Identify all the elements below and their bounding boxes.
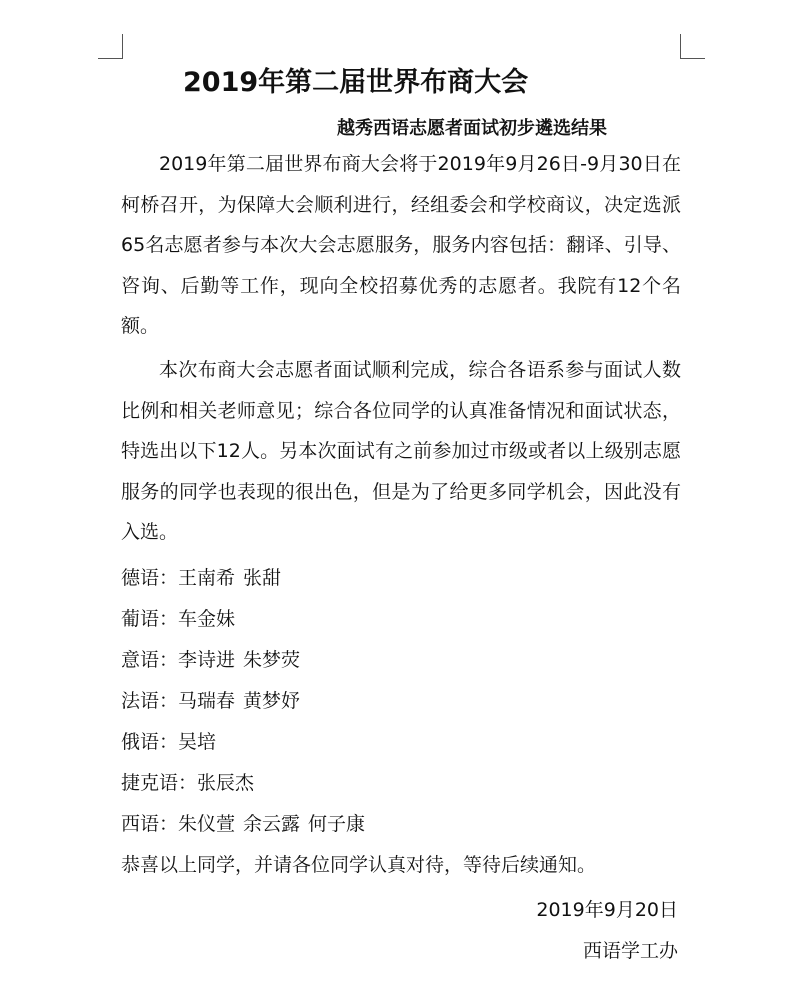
result-line-czech [121,763,262,804]
result-line-portuguese [121,599,243,640]
student-name: 余云露 [243,813,301,835]
language-label: 葡语： [121,608,179,630]
paragraph-selection: 本次布商大会志愿者面试顺利完成，综合各语系参与面试人数比例和相关老师意见；综合各位同学的认真准备情况和面试状态，特选出以下12人。另本次面试有之前参加过市级或者以上级别志愿服务的同学也表现的很出色，但是为了给更多同学机会，因此没有入选。 [121,359,681,543]
student-name: 黄梦妤 [243,690,301,712]
language-label: 西语： [121,813,179,835]
student-name: 张甜 [243,567,282,589]
closing-line: 恭喜以上同学，并请各位同学认真对待，等待后续通知。 [121,854,597,876]
result-line-french [121,681,308,722]
crop-mark-top-right [680,34,705,59]
document-date: 2019年9月20日 [536,899,678,921]
issuing-office: 西语学工办 [582,940,678,962]
student-name: 张辰杰 [197,772,255,794]
language-label: 意语： [121,649,179,671]
paragraph-intro: 2019年第二届世界布商大会将于2019年9月26日-9月30日在柯桥召开，为保障大会顺利进行，经组委会和学校商议，决定选派65名志愿者参与本次大会志愿服务，服务内容包括：翻译、引导、咨询、后勤等工作，现向全校招募优秀的志愿者。我院有12个名额。 [121,153,681,337]
student-name: 朱梦荧 [243,649,301,671]
student-name: 车金妹 [178,608,236,630]
result-line-spanish [121,804,373,845]
student-name: 何子康 [308,813,366,835]
student-name: 李诗进 [178,649,236,671]
language-label: 德语： [121,567,179,589]
student-name: 王南希 [178,567,236,589]
crop-mark-top-left [98,34,123,59]
result-line-russian [121,722,224,763]
document-subtitle: 越秀西语志愿者面试初步遴选结果 [337,118,607,139]
result-line-german [121,558,289,599]
student-name: 吴培 [178,731,217,753]
result-line-italian [121,640,308,681]
language-label: 捷克语： [121,772,198,794]
student-name: 马瑞春 [178,690,236,712]
language-label: 法语： [121,690,179,712]
language-label: 俄语： [121,731,179,753]
student-name: 朱仪萱 [178,813,236,835]
document-title: 2019年第二届世界布商大会 [183,67,529,98]
